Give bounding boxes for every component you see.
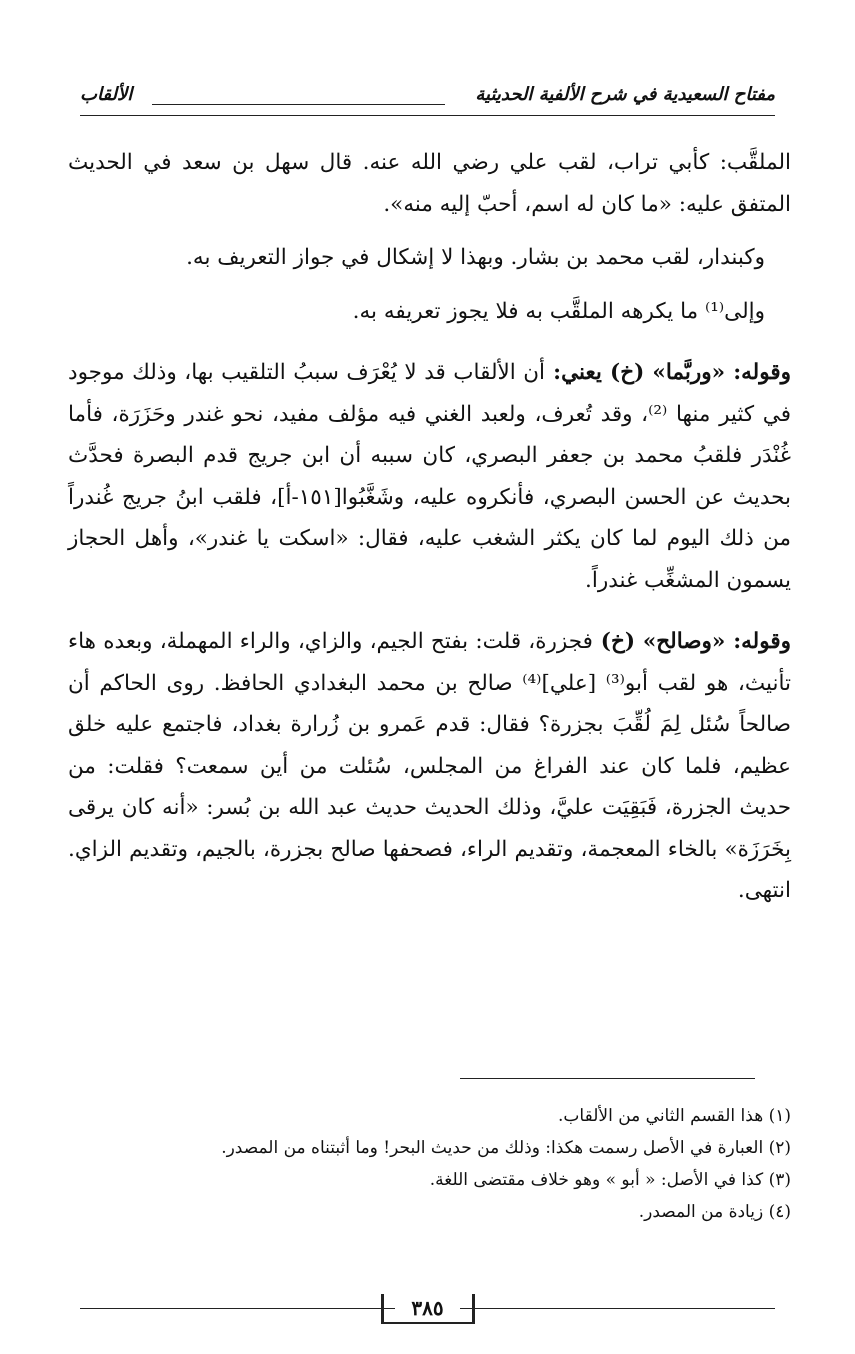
page-footer bbox=[80, 1296, 775, 1326]
paragraph-4-text: أن الألقاب قد لا يُعْرَف سببُ التلقيب بها، وذلك موجود في كثير منها ⁽²⁾، وقد تُعرف، ولعبد الغني فيه مؤلف مفيد، نحو غندر وحَزَرَة، فأما غُنْدَر فلقبُ محمد بن جعفر البصري، كان سببه أن ابن جريج قدم البصرة فحدَّث بحديث عن الحسن البصري، فأنكروه عليه، وشَغَّبُوا[١٥١-أ]، فلقب ابنُ جريج غُندراً من ذلك اليوم لما كان يكثر الشغب عليه، فقال: «اسكت يا غندر»، وأهل الحجاز يسمون المشغِّب غندراً. bbox=[68, 360, 791, 593]
header-underline bbox=[80, 115, 775, 116]
footer-rule-right bbox=[460, 1308, 775, 1309]
paragraph-4-lead: وقوله: «وربَّما» (خ) يعني: bbox=[545, 360, 791, 385]
book-title: مفتاح السعيدية في شرح الألفية الحديثية bbox=[475, 84, 775, 105]
paragraph-4 bbox=[68, 352, 791, 601]
paragraph-2: وكبندار، لقب محمد بن بشار. وبهذا لا إشكال في جواز التعريف به. bbox=[186, 245, 765, 270]
main-text bbox=[68, 142, 791, 912]
paragraph-3: وإلى⁽¹⁾ ما يكرهه الملقَّب به فلا يجوز تعريفه به. bbox=[352, 298, 765, 324]
footnote-3: (٣) كذا في الأصل: « أبو » وهو خلاف مقتضى اللغة. bbox=[429, 1170, 791, 1190]
footnote-2: (٢) العبارة في الأصل رسمت هكذا: وذلك من حديث البحر! وما أثبتناه من المصدر. bbox=[221, 1138, 791, 1158]
footer-rule-left bbox=[80, 1308, 395, 1309]
paragraph-5-text: فجزرة، قلت: بفتح الجيم، والزاي، والراء المهملة، وبعده هاء تأنيث، هو لقب أبو⁽³⁾ [علي]⁽⁴⁾ صالح بن محمد البغدادي الحافظ. روى الحاكم أن صالحاً سُئل لِمَ لُقِّبَ بجزرة؟ فقال: قدم عَمرو بن زُرارة بغداد، فاجتمع عليه خلق عظيم، فلما كان عند الفراغ من المجلس، سُئلت من أين سمعت؟ فقلت: من حديث الجزرة، فَبَقِيَت عليَّ، وذلك الحديث حديث عبد الله بن بُسر: «أنه كان يرقى بِخَرَزَة» بالخاء المعجمة، وتقديم الراء، فصحفها صالح بجزرة، بالجيم، وتقديم الزاي. انتهى. bbox=[68, 629, 791, 903]
page-number: ٣٨٥ bbox=[381, 1294, 475, 1324]
footnote-1: (١) هذا القسم الثاني من الألقاب. bbox=[558, 1106, 791, 1126]
running-header bbox=[80, 82, 775, 116]
header-dash-rule bbox=[152, 104, 445, 105]
paragraph-5 bbox=[68, 621, 791, 912]
section-title: الألقاب bbox=[80, 84, 133, 105]
paragraph-5-lead: وقوله: «وصالح» (خ) bbox=[592, 629, 791, 654]
footnote-rule bbox=[460, 1078, 755, 1079]
footnote-4: (٤) زيادة من المصدر. bbox=[638, 1202, 791, 1222]
footnotes bbox=[68, 1100, 791, 1228]
paragraph-1: الملقَّب: كأبي تراب، لقب علي رضي الله عنه. قال سهل بن سعد في الحديث المتفق عليه: «ما كان له اسم، أحبّ إليه منه». bbox=[68, 150, 791, 217]
